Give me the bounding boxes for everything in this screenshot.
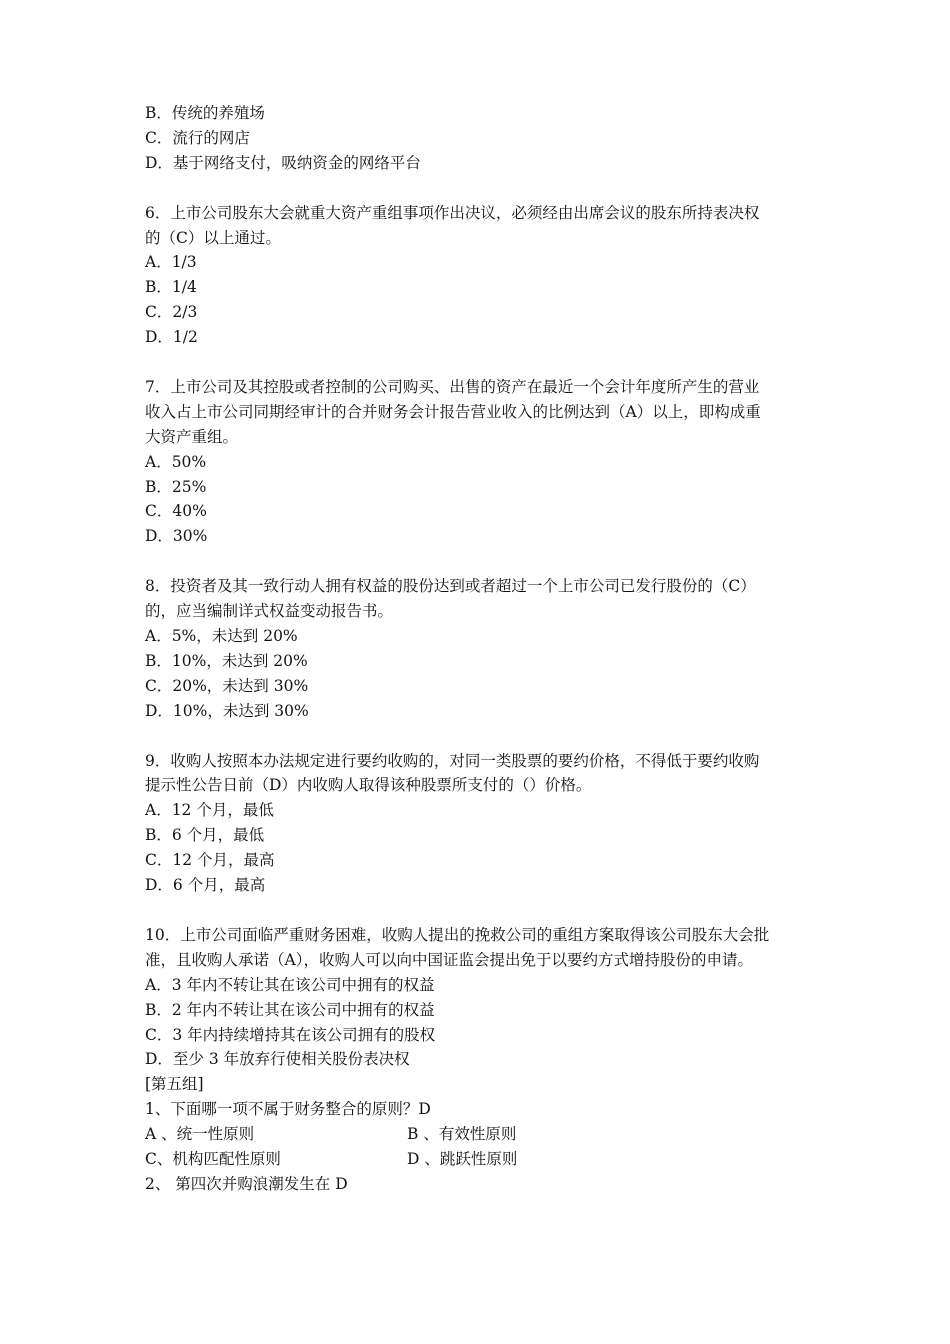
question-stem: 的，应当编制详式权益变动报告书。 <box>145 602 394 621</box>
option-b: B．25% <box>145 477 207 496</box>
option-d: D．30% <box>145 527 208 546</box>
option-a: A．12 个月，最低 <box>145 801 274 820</box>
option-a: A．5%，未达到 20% <box>145 627 298 646</box>
option-a: A．3 年内不转让其在该公司中拥有的权益 <box>145 975 435 994</box>
question-6 <box>145 201 815 350</box>
question-stem: 收入占上市公司同期经审计的合并财务会计报告营业收入的比例达到（A）以上，即构成重 <box>145 402 761 421</box>
option-b: B．2 年内不转让其在该公司中拥有的权益 <box>145 1000 435 1019</box>
question-stem: 大资产重组。 <box>145 427 239 446</box>
spacer <box>145 549 815 574</box>
question-stem: 8．投资者及其一致行动人拥有权益的股份达到或者超过一个上市公司已发行股份的（C） <box>145 577 756 596</box>
option-d: D．10%，未达到 30% <box>145 701 309 720</box>
option-c: C．流行的网店 <box>145 128 250 147</box>
spacer <box>145 350 815 375</box>
option-b: B 、有效性原则 <box>407 1125 517 1144</box>
option-c: C、机构匹配性原则 <box>145 1149 281 1168</box>
option-b: B．10%，未达到 20% <box>145 651 308 670</box>
question-stem: 的（C）以上通过。 <box>145 228 281 247</box>
option-c: C．3 年内持续增持其在该公司拥有的股权 <box>145 1025 436 1044</box>
options-row <box>145 1122 815 1147</box>
option-c: C．12 个月，最高 <box>145 851 275 870</box>
document-body <box>145 101 815 1197</box>
option-d: D 、跳跃性原则 <box>407 1149 518 1168</box>
option-d: D．1/2 <box>145 328 198 347</box>
question-10 <box>145 923 815 1072</box>
question-5-options <box>145 101 815 176</box>
spacer <box>145 724 815 749</box>
group-5-section <box>145 1072 815 1196</box>
spacer <box>145 176 815 201</box>
option-b: B．1/4 <box>145 278 197 297</box>
question-stem: 6．上市公司股东大会就重大资产重组事项作出决议，必须经由出席会议的股东所持表决权 <box>145 203 760 222</box>
question-stem: 7．上市公司及其控股或者控制的公司购买、出售的资产在最近一个会计年度所产生的营业 <box>145 378 760 397</box>
section-heading: [第五组] <box>145 1075 204 1094</box>
question-stem: 10．上市公司面临严重财务困难，收购人提出的挽救公司的重组方案取得该公司股东大会批 <box>145 925 770 944</box>
question-7 <box>145 375 815 549</box>
option-a: A．50% <box>145 452 207 471</box>
option-d: D．至少 3 年放弃行使相关股份表决权 <box>145 1050 410 1069</box>
option-b: B．传统的养殖场 <box>145 104 265 122</box>
question-stem: 准，且收购人承诺（A），收购人可以向中国证监会提出免于以要约方式增持股份的申请。 <box>145 950 753 969</box>
question-stem: 提示性公告日前（D）内收购人取得该种股票所支付的（）价格。 <box>145 776 592 795</box>
option-d: D．6 个月，最高 <box>145 876 266 895</box>
option-c: C．2/3 <box>145 303 198 322</box>
option-b: B．6 个月，最低 <box>145 826 265 845</box>
question-stem: 1、下面哪一项不属于财务整合的原则？D <box>145 1100 431 1119</box>
option-d: D．基于网络支付，吸纳资金的网络平台 <box>145 153 421 172</box>
option-c: C．20%，未达到 30% <box>145 676 309 695</box>
question-stem: 9．收购人按照本办法规定进行要约收购的，对同一类股票的要约价格，不得低于要约收购 <box>145 751 760 770</box>
question-stem: 2、 第四次并购浪潮发生在 D <box>145 1174 348 1193</box>
option-a: A．1/3 <box>145 253 197 272</box>
option-c: C．40% <box>145 502 207 521</box>
option-a: A 、统一性原则 <box>145 1125 255 1144</box>
options-row <box>145 1147 815 1172</box>
question-9 <box>145 749 815 898</box>
question-8 <box>145 574 815 723</box>
spacer <box>145 898 815 923</box>
